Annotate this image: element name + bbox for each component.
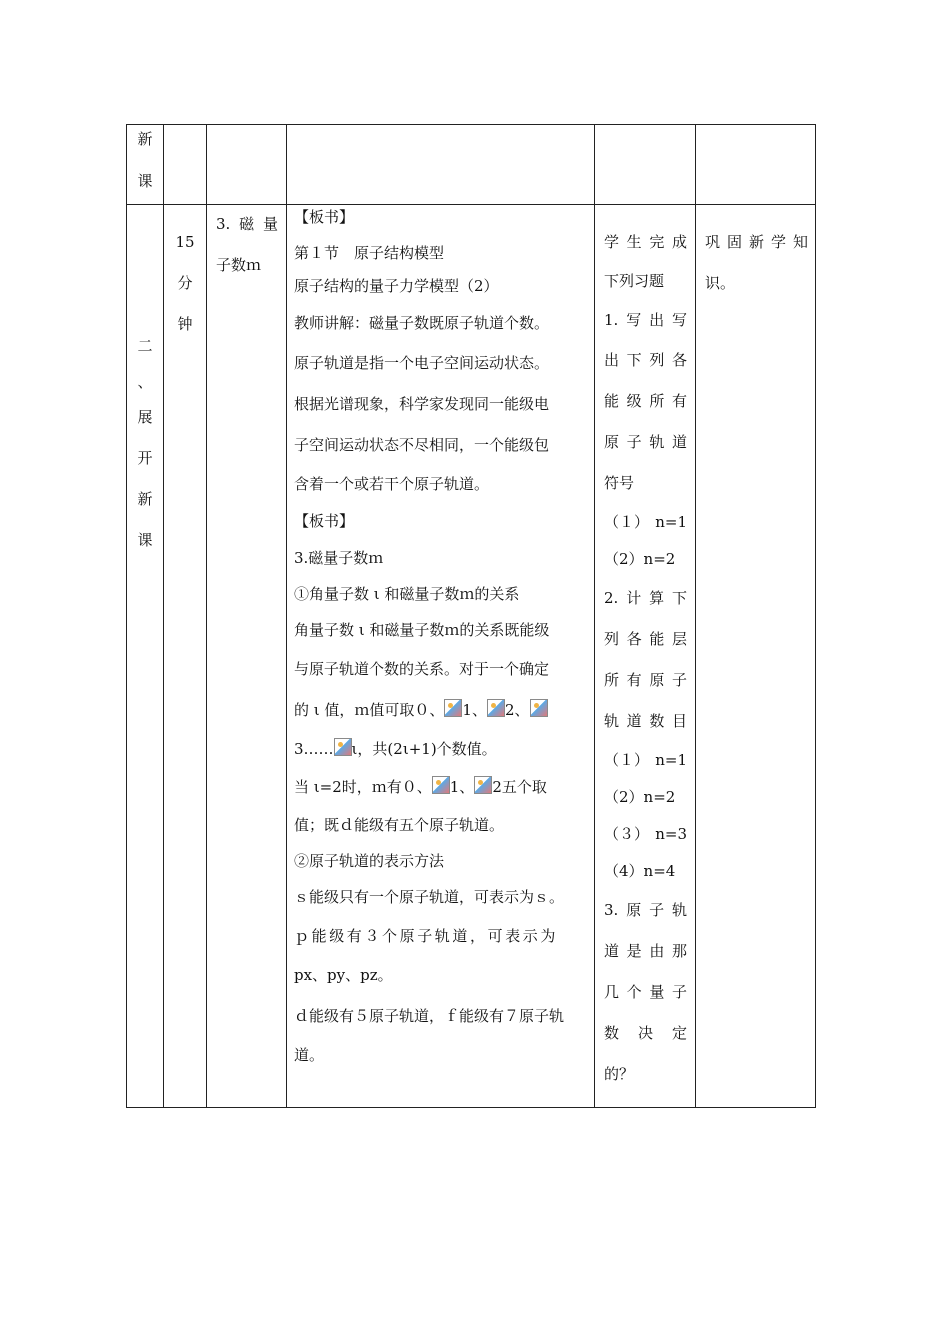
content-line: 值；既ｄ能级有五个原子轨道。 — [294, 815, 505, 834]
content-line: 3.磁量子数ｍ — [294, 548, 384, 567]
topic-line-2: 子数ｍ — [216, 256, 262, 274]
section-char: 、 — [137, 373, 153, 391]
activity-line: 原 子 轨 道 — [604, 433, 687, 451]
content-line: 与原子轨道个数的关系。对于一个确定 — [294, 659, 550, 678]
board-heading: 【板书】 — [294, 208, 355, 226]
activity-line: 轨 道 数 目 — [604, 712, 687, 730]
activity-line: 道 是 由 那 — [604, 942, 687, 960]
intent-line: 巩 固 新 学 知 — [705, 233, 808, 251]
broken-image-icon — [432, 776, 450, 794]
activity-line: 3. 原 子 轨 — [604, 901, 687, 919]
activity-line: 出 下 列 各 — [604, 351, 687, 369]
col-divider-5 — [695, 124, 696, 1108]
activity-line: 1. 写 出 写 — [604, 311, 687, 329]
section-char: 课 — [137, 172, 153, 190]
time-allotment — [164, 222, 206, 345]
activity-line: 能 级 所 有 — [604, 392, 687, 410]
content-line: 道。 — [294, 1045, 325, 1064]
activity-line: 学 生 完 成 — [604, 233, 687, 251]
content-line: ｄ能级有５原子轨道，ｆ能级有７原子轨 — [294, 1006, 565, 1025]
table-right-border — [815, 124, 816, 1108]
activity-line: 列 各 能 层 — [604, 630, 687, 648]
activity-line: （2）n=2 — [604, 550, 676, 568]
content-line: 当 ι=2时，ｍ有０、 1、 2五个取 — [294, 777, 547, 796]
content-line: ②原子轨道的表示方法 — [294, 851, 445, 870]
time-number: 15 — [175, 233, 195, 251]
col-divider-2 — [206, 124, 207, 1108]
time-char: 分 — [177, 274, 193, 292]
content-line: 子空间运动状态不尽相同，一个能级包 — [294, 435, 550, 454]
table-top-border — [126, 124, 816, 125]
time-char: 钟 — [177, 315, 193, 333]
section-char: 开 — [137, 449, 153, 467]
content-line: 3…… ι，共(2ι+1)个数值。 — [294, 739, 497, 758]
table-left-border — [126, 124, 127, 1108]
content-line: ①角量子数 ι 和磁量子数ｍ的关系 — [294, 584, 520, 603]
content-line: 含着一个或若干个原子轨道。 — [294, 474, 490, 493]
activity-line: （１） n=1 — [604, 751, 687, 769]
activity-line: （１） n=1 — [604, 513, 687, 531]
content-line: ｓ能级只有一个原子轨道，可表示为ｓ。 — [294, 887, 565, 906]
activity-line: 下列习题 — [604, 272, 665, 290]
activity-line: 的？ — [604, 1065, 635, 1083]
top-row-section-label — [127, 118, 163, 202]
section-char: 课 — [137, 531, 153, 549]
activity-line: （３） n=3 — [604, 825, 687, 843]
activity-line: 数 决 定 — [604, 1024, 687, 1042]
content-line: 原子结构的量子力学模型（2） — [294, 276, 499, 295]
activity-line: 2. 计 算 下 — [604, 589, 687, 607]
section-char: 展 — [137, 408, 153, 426]
design-intent — [705, 222, 808, 304]
activity-line: 几 个 量 子 — [604, 983, 687, 1001]
broken-image-icon — [444, 699, 462, 717]
content-line: 原子轨道是指一个电子空间运动状态。 — [294, 353, 550, 372]
topic-line-1: 3. 磁 量 — [216, 215, 278, 233]
student-activity — [604, 222, 687, 1095]
section-label — [127, 326, 163, 561]
content-line: 的 ι 值，ｍ值可取０、 1、 2、 — [294, 690, 588, 731]
content-line: px、py、pz。 — [294, 965, 393, 984]
broken-image-icon — [530, 699, 548, 717]
content-line: 根据光谱现象，科学家发现同一能级电 — [294, 394, 550, 413]
section-char: 新 — [137, 130, 153, 148]
broken-image-icon — [474, 776, 492, 794]
section-char: 新 — [137, 490, 153, 508]
content-line: 角量子数 ι 和磁量子数ｍ的关系既能级 — [294, 620, 550, 639]
content-line: ｐ能级有３个原子轨道，可表示为 — [294, 926, 559, 945]
col-divider-3 — [286, 124, 287, 1108]
activity-line: 符号 — [604, 474, 635, 492]
broken-image-icon — [487, 699, 505, 717]
table-bottom-border — [126, 1107, 816, 1108]
board-heading: 【板书】 — [294, 511, 355, 530]
content-line: 教师讲解：磁量子数既原子轨道个数。 — [294, 313, 550, 332]
section-char: 二 — [137, 337, 153, 355]
activity-line: 所 有 原 子 — [604, 671, 687, 689]
activity-line: （2）n=2 — [604, 788, 676, 806]
topic-cell — [216, 205, 278, 281]
teacher-content — [294, 199, 588, 1073]
intent-line: 识。 — [705, 274, 736, 292]
col-divider-4 — [594, 124, 595, 1108]
content-line: 第１节 原子结构模型 — [294, 243, 445, 262]
broken-image-icon — [334, 738, 352, 756]
activity-line: （4）n=4 — [604, 862, 676, 880]
